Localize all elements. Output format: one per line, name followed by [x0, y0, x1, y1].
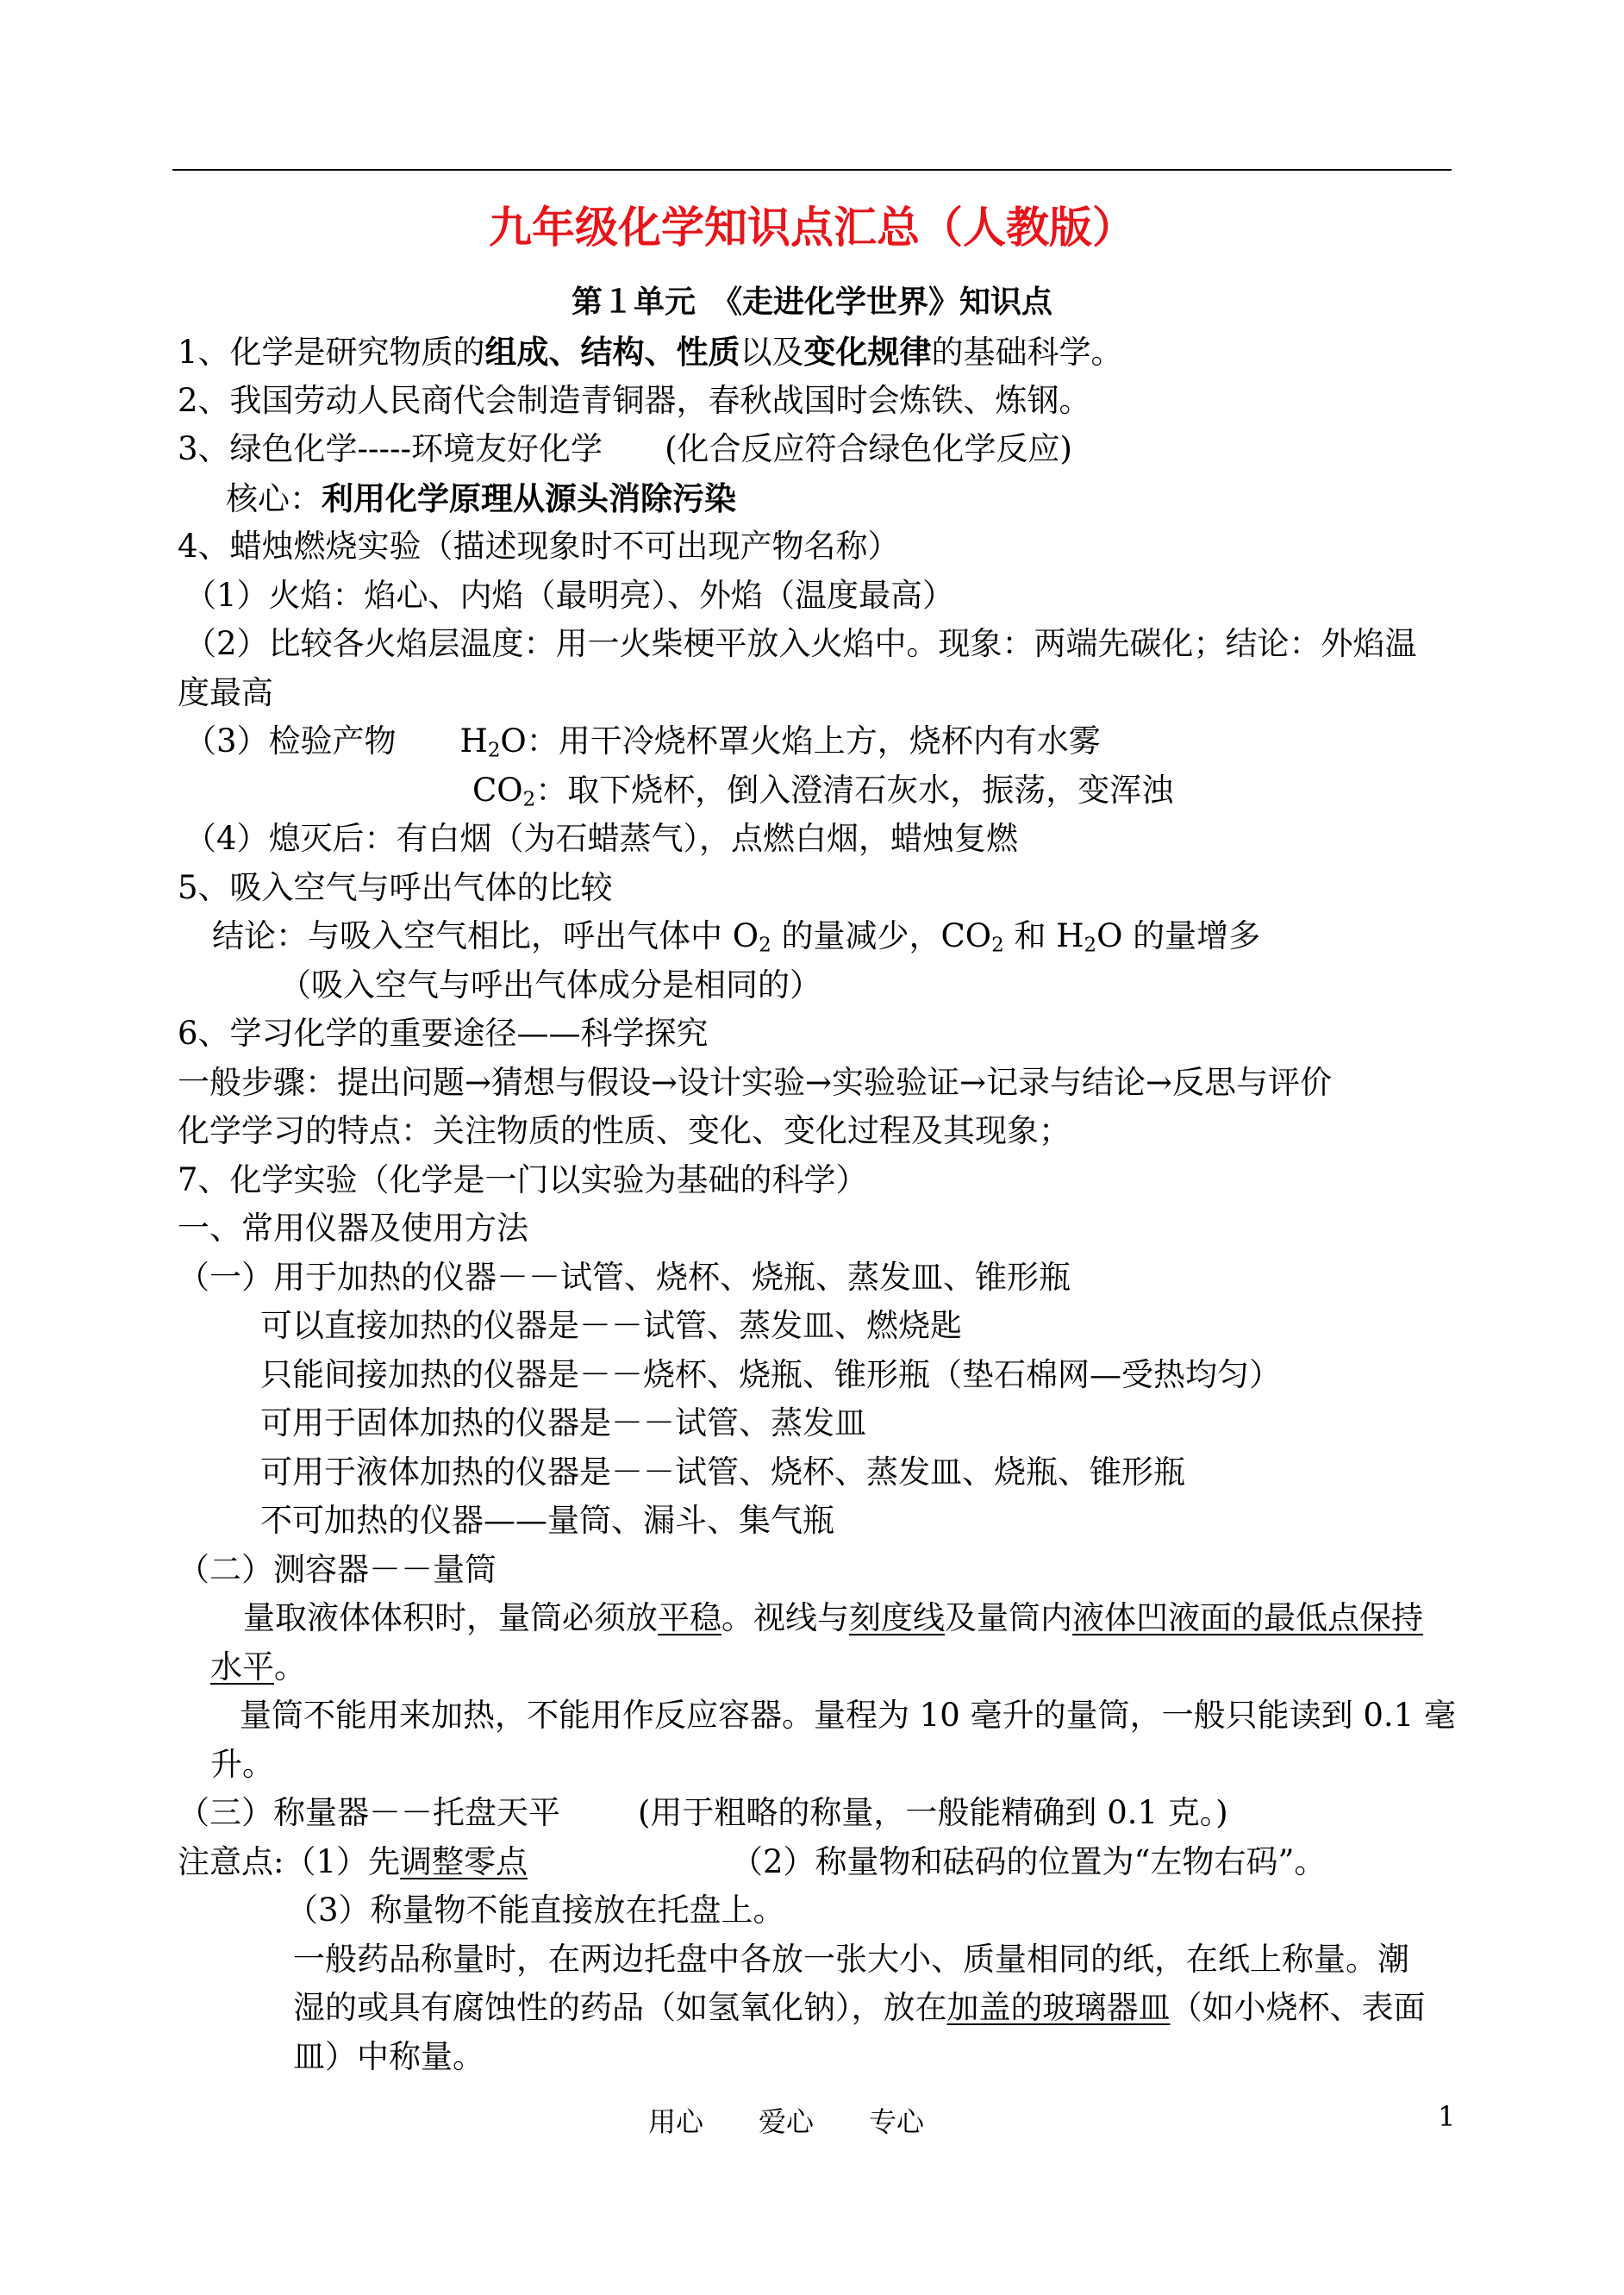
text-line: （3）检验产物 $H_2O$：用干冷烧杯罩火焰上方，烧杯内有水雾 — [184, 722, 1101, 762]
text-line: 结论：与吸入空气相比，呼出气体中 $O_2$ 的量减少，$CO_2$ 和 $H_2O$ 的量增多 — [212, 917, 1261, 957]
text-line: 升。 — [210, 1745, 274, 1783]
text-line: （二）测容器－－量筒 — [178, 1550, 497, 1588]
text-line: 2、我国劳动人民商代会制造青铜器，春秋战国时会炼铁、炼钢。 — [178, 381, 1091, 419]
text-line: $CO_2$：取下烧杯，倒入澄清石灰水，振荡，变浑浊 — [472, 771, 1174, 811]
text-line: （4）熄灭后：有白烟（为石蜡蒸气），点燃白烟，蜡烛复燃 — [184, 820, 1019, 857]
text-line: （3）称量物不能直接放在托盘上。 — [286, 1892, 785, 1929]
text-line: 6、学习化学的重要途径——科学探究 — [178, 1015, 709, 1052]
page-number: 1 — [1438, 2100, 1456, 2133]
text-line: 不可加热的仪器——量筒、漏斗、集气瓶 — [260, 1502, 834, 1539]
text-line: 可用于固体加热的仪器是－－试管、蒸发皿 — [260, 1404, 866, 1441]
text-line: 核心：利用化学原理从源头消除污染 — [226, 478, 736, 517]
text-line: 一、常用仪器及使用方法 — [178, 1210, 528, 1247]
text-line: 一般药品称量时，在两边托盘中各放一张大小、质量相同的纸，在纸上称量。潮 — [293, 1940, 1409, 1978]
text-line: 只能间接加热的仪器是－－烧杯、烧瓶、锥形瓶（垫石棉网—受热均匀） — [260, 1355, 1281, 1393]
text-line: 皿）中称量。 — [293, 2037, 484, 2075]
footer-motto: 用心 爱心 专心 — [648, 2105, 925, 2138]
text-line: 3、绿色化学-----环境友好化学 (化合反应符合绿色化学反应) — [178, 430, 1072, 467]
text-line: 度最高 — [178, 673, 273, 711]
page-title: 九年级化学知识点汇总（人教版） — [489, 202, 1135, 253]
text-line: 可以直接加热的仪器是－－试管、蒸发皿、燃烧匙 — [260, 1307, 962, 1344]
text-line: 1、化学是研究物质的组成、结构、性质以及变化规律的基础科学。 — [178, 333, 1123, 371]
text-line: 湿的或具有腐蚀性的药品（如氢氧化钠），放在加盖的玻璃器皿（如小烧杯、表面 — [293, 1989, 1426, 2026]
text-line: 一般步骤：提出问题→猜想与假设→设计实验→实验验证→记录与结论→反思与评价 — [178, 1063, 1333, 1101]
text-line: 水平。 — [210, 1648, 306, 1685]
unit-heading: 第１单元 《走进化学世界》知识点 — [571, 284, 1052, 320]
text-line: 注意点:（1）先调整零点 （2）称量物和砝码的位置为“左物右码”。 — [178, 1842, 1327, 1880]
header-rule — [172, 169, 1452, 171]
text-line: （三）称量器－－托盘天平 (用于粗略的称量，一般能精确到 0.1 克。) — [178, 1794, 1228, 1831]
text-line: 4、蜡烛燃烧实验（描述现象时不可出现产物名称） — [178, 528, 900, 565]
text-line: 可用于液体加热的仪器是－－试管、烧杯、蒸发皿、烧瓶、锥形瓶 — [260, 1453, 1185, 1491]
text-line: 5、吸入空气与呼出气体的比较 — [178, 868, 613, 906]
text-line: （一）用于加热的仪器－－试管、烧杯、烧瓶、蒸发皿、锥形瓶 — [178, 1258, 1071, 1296]
text-line: （吸入空气与呼出气体成分是相同的） — [279, 966, 821, 1004]
text-line: 7、化学实验（化学是一门以实验为基础的科学） — [178, 1160, 868, 1198]
body-text — [178, 328, 1457, 2081]
text-line: （1）火焰：焰心、内焰（最明亮）、外焰（温度最高） — [184, 576, 955, 614]
text-line: 量取液体体积时，量筒必须放平稳。视线与刻度线及量筒内液体凹液面的最低点保持 — [243, 1599, 1423, 1636]
text-line: 量筒不能用来加热，不能用作反应容器。量程为 10 毫升的量筒，一般只能读到 0.1 毫 — [240, 1697, 1456, 1734]
text-line: 化学学习的特点：关注物质的性质、变化、变化过程及其现象； — [178, 1112, 1071, 1149]
text-line: （2）比较各火焰层温度：用一火柴梗平放入火焰中。现象：两端先碳化；结论：外焰温 — [184, 625, 1417, 662]
